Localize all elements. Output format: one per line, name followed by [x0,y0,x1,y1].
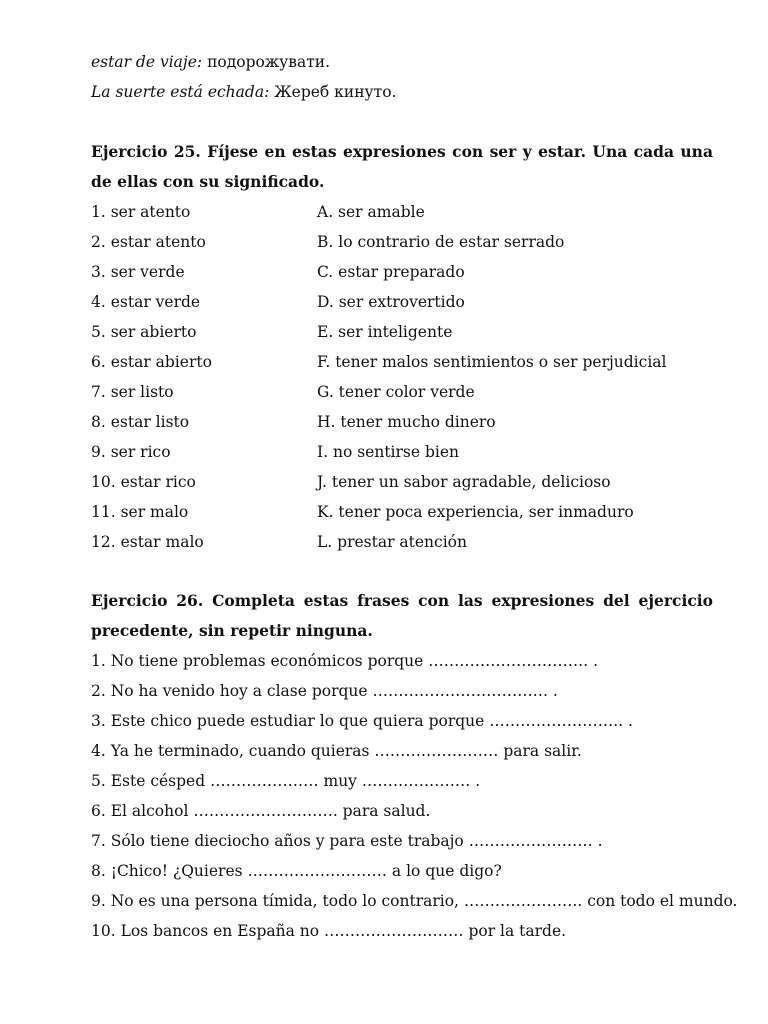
sentence-item: 2. No ha venido hoy a clase porque ……………………………. . [91,682,558,700]
sentence-item: 10. Los bancos en España no ……………………… por la tarde. [91,922,567,940]
expression-item: 12. estar malo [91,533,204,551]
sentence-item: 5. Este césped ………………… muy ………………… . [91,772,481,790]
expression-item: 1. ser atento [91,203,191,221]
meaning-item: L. prestar atención [317,533,467,551]
sentence-item: 7. Sólo tiene dieciocho años y para este trabajo …………………… . [91,832,603,850]
intro-line-2 [91,82,396,102]
expression-item: 10. estar rico [91,473,196,491]
expression-item: 3. ser verde [91,263,185,281]
meaning-item: H. tener mucho dinero [317,413,496,431]
meaning-item: F. tener malos sentimientos o ser perjudicial [317,353,667,371]
expression-item: 9. ser rico [91,443,171,461]
expression-item: 2. estar atento [91,233,206,251]
expression-item: 11. ser malo [91,503,189,521]
intro-term: La suerte está echada: [91,83,270,101]
expression-item: 6. estar abierto [91,353,212,371]
meaning-item: J. tener un sabor agradable, delicioso [317,473,611,491]
exercise-26-heading: Ejercicio 26. Completa estas frases con las expresiones del ejercicio precedente, sin repetir ninguna. [91,591,713,640]
expression-item: 7. ser listo [91,383,174,401]
sentence-item: 8. ¡Chico! ¿Quieres ……………………… a lo que digo? [91,862,502,880]
sentence-item: 9. No es una persona tímida, todo lo contrario, ………………….. con todo el mundo. [91,892,738,910]
meaning-item: E. ser inteligente [317,323,453,341]
sentence-item: 6. El alcohol ………………………. para salud. [91,802,431,820]
meaning-item: K. tener poca experiencia, ser inmaduro [317,503,634,521]
meaning-item: B. lo contrario de estar serrado [317,233,565,251]
intro-term: estar de viaje: [91,53,203,71]
intro-meaning: Жереб кинуто. [274,83,397,101]
meaning-item: I. no sentirse bien [317,443,460,461]
sentence-item: 3. Este chico puede estudiar lo que quiera porque …………………….. . [91,712,633,730]
meaning-item: D. ser extrovertido [317,293,465,311]
expression-item: 8. estar listo [91,413,190,431]
expression-item: 5. ser abierto [91,323,197,341]
expression-item: 4. estar verde [91,293,201,311]
meaning-item: G. tener color verde [317,383,475,401]
exercise-25-heading: Ejercicio 25. Fíjese en estas expresiones con ser y estar. Una cada una de ellas con su significado. [91,142,713,191]
sentence-item: 1. No tiene problemas económicos porque …………………………. . [91,652,599,670]
intro-meaning: подорожувати. [207,53,331,71]
intro-line-1 [91,52,330,72]
meaning-item: A. ser amable [317,203,425,221]
meaning-item: C. estar preparado [317,263,465,281]
sentence-item: 4. Ya he terminado, cuando quieras …………………… para salir. [91,742,582,760]
